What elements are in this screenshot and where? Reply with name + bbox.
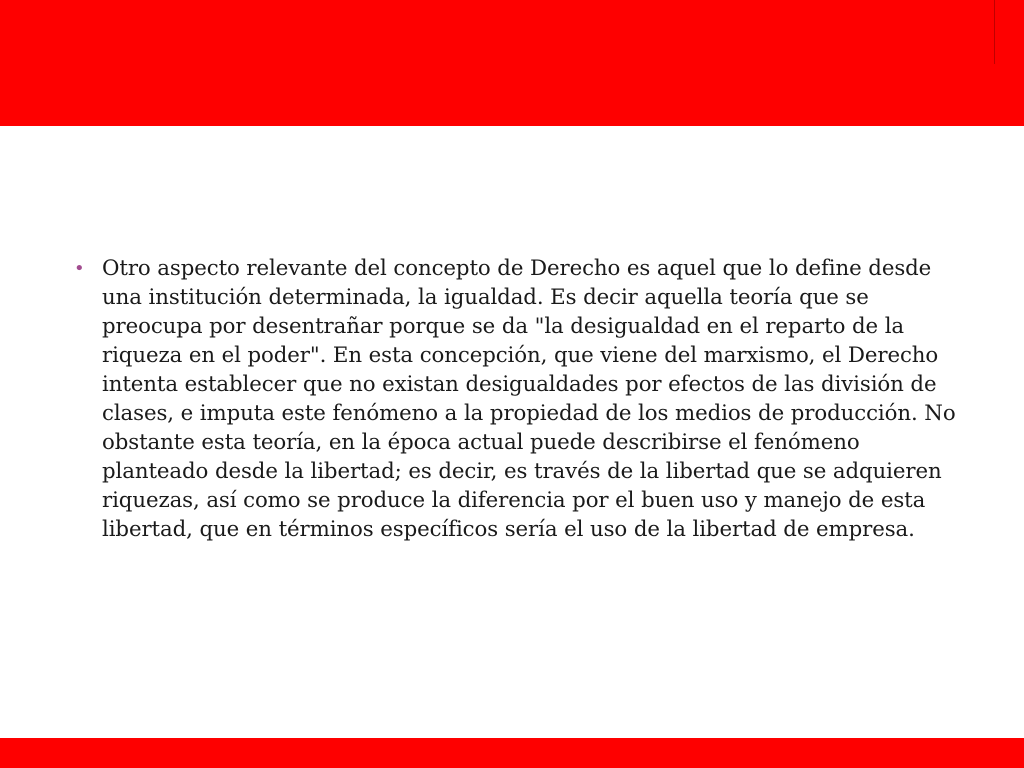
bullet-item (74, 254, 974, 544)
top-red-band (0, 0, 1024, 126)
bottom-red-band (0, 738, 1024, 768)
bullet-icon: • (74, 258, 85, 279)
band-divider-line (994, 0, 995, 64)
slide-body (74, 254, 974, 544)
body-paragraph: Otro aspecto relevante del concepto de Derecho es aquel que lo define desde una institución determinada, la igualdad. Es decir aquella teoría que se preocupa por desentrañar porque se da "la desigualdad en el reparto de la riqueza en el poder". En esta concepción, que viene del marxismo, el Derecho intenta establecer que no existan desigualdades por efectos de las división de clases, e imputa este fenómeno a la propiedad de los medios de producción. No obstante esta teoría, en la época actual puede describirse el fenómeno planteado desde la libertad; es decir, es través de la libertad que se adquieren riquezas, así como se produce la diferencia por el buen uso y manejo de esta libertad, que en términos específicos sería el uso de la libertad de empresa. (102, 256, 956, 542)
